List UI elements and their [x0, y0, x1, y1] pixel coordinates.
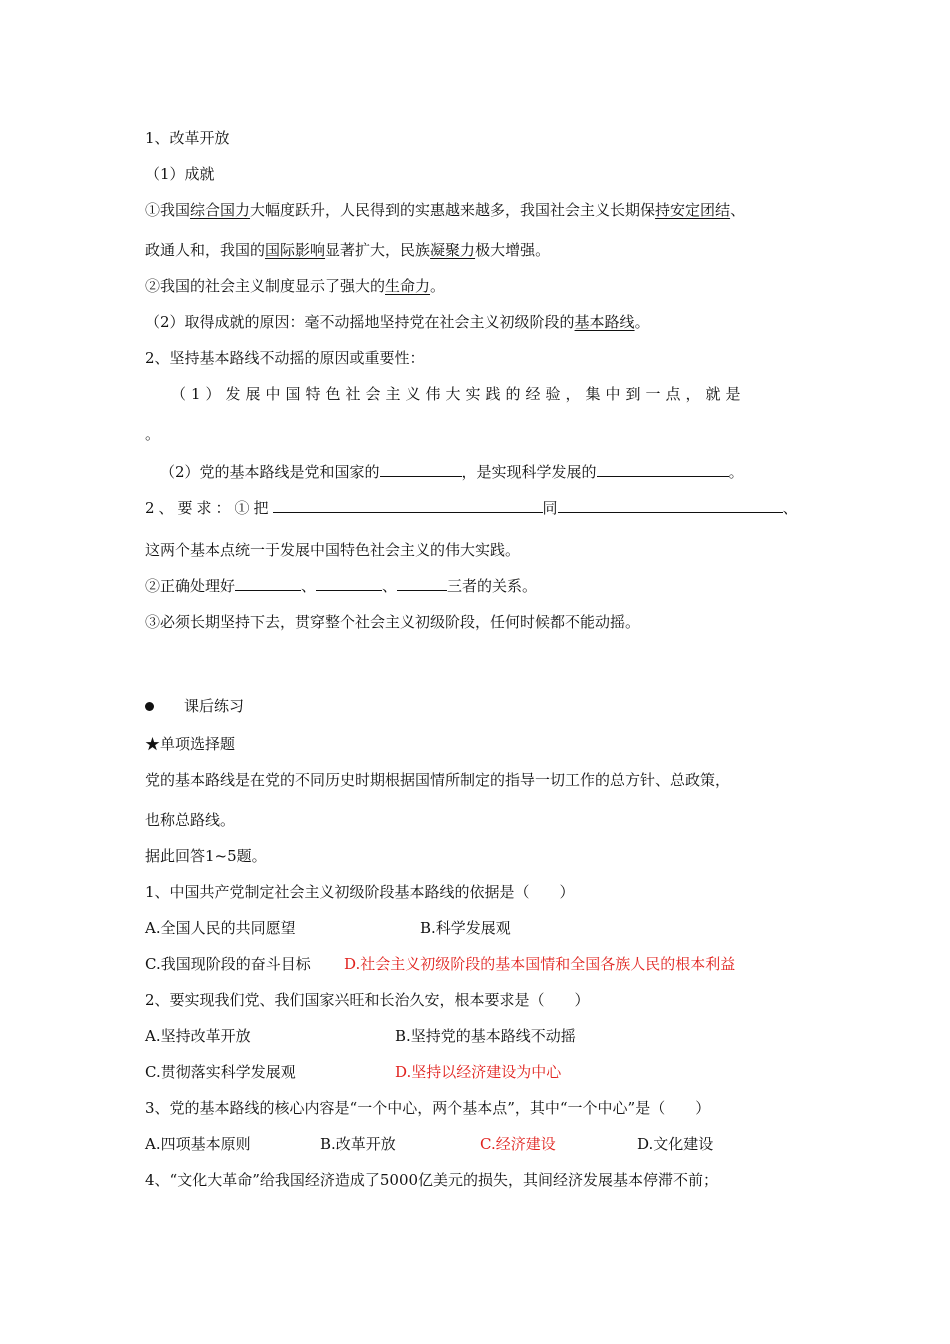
option-1c[interactable]: C.我国现阶段的奋斗目标 [145, 955, 311, 973]
paragraph-achievement-2: ②我国的社会主义制度显示了强大的生命力。 [145, 277, 446, 295]
blank-field[interactable] [597, 462, 729, 477]
blank-field[interactable] [273, 498, 543, 513]
question-basic-line-role: （2）党的基本路线是党和国家的 ，是实现科学发展的 。 [160, 463, 744, 481]
exercise-intro: 党的基本路线是在党的不同历史时期根据国情所制定的指导一切工作的总方针、总政策， [145, 771, 731, 789]
section-title-basic-line: 2、坚持基本路线不动摇的原因或重要性： [145, 349, 425, 367]
exercise-heading: 课后练习 [145, 696, 244, 716]
requirement-1: 2、要求：①把 同 、 [145, 499, 798, 517]
question-type-label: ★单项选择题 [145, 735, 236, 753]
option-3c-answer[interactable]: C.经济建设 [480, 1135, 556, 1153]
exercise-intro-cont: 也称总路线。 [145, 811, 236, 829]
paragraph-reason: （2）取得成就的原因：毫不动摇地坚持党在社会主义初级阶段的基本路线。 [145, 313, 650, 331]
option-2d-answer[interactable]: D.坚持以经济建设为中心 [395, 1063, 562, 1081]
bullet-icon [145, 702, 154, 711]
exercise-instruction: 据此回答1~5题。 [145, 847, 267, 865]
question-experience: （1）发展中国特色社会主义伟大实践的经验，集中到一点，就是 [171, 385, 746, 403]
blank-field[interactable] [235, 576, 301, 591]
blank-field[interactable] [397, 576, 447, 591]
question-2: 2、要实现我们党、我们国家兴旺和长治久安，根本要求是（ ） [145, 991, 590, 1009]
requirement-1-cont: 这两个基本点统一于发展中国特色社会主义的伟大实践。 [145, 541, 521, 559]
blank-field[interactable] [558, 498, 783, 513]
option-2b[interactable]: B.坚持党的基本路线不动摇 [395, 1027, 576, 1045]
option-3d[interactable]: D.文化建设 [637, 1135, 714, 1153]
option-3b[interactable]: B.改革开放 [320, 1135, 396, 1153]
question-3: 3、党的基本路线的核心内容是“一个中心，两个基本点”，其中“一个中心”是（ ） [145, 1099, 711, 1117]
paragraph-achievement-1: ①我国综合国力大幅度跃升，人民得到的实惠越来越多，我国社会主义长期保持安定团结、 [145, 201, 746, 219]
paragraph-achievement-1-cont: 政通人和，我国的国际影响显著扩大，民族凝聚力极大增强。 [145, 241, 551, 259]
requirement-3: ③必须长期坚持下去，贯穿整个社会主义初级阶段，任何时候都不能动摇。 [145, 613, 641, 631]
option-1d-answer[interactable]: D.社会主义初级阶段的基本国情和全国各族人民的根本利益 [344, 955, 736, 973]
question-4: 4、“文化大革命”给我国经济造成了5000亿美元的损失，其间经济发展基本停滞不前； [145, 1171, 719, 1189]
option-2c[interactable]: C.贯彻落实科学发展观 [145, 1063, 296, 1081]
question-1: 1、中国共产党制定社会主义初级阶段基本路线的依据是（ ） [145, 883, 575, 901]
blank-field[interactable] [316, 576, 382, 591]
subheading-achievements: （1）成就 [145, 165, 215, 183]
option-1b[interactable]: B.科学发展观 [420, 919, 511, 937]
section-title-reform: 1、改革开放 [145, 129, 230, 147]
option-3a[interactable]: A.四项基本原则 [145, 1135, 251, 1153]
option-1a[interactable]: A.全国人民的共同愿望 [145, 919, 296, 937]
requirement-2: ②正确处理好 、 、 三者的关系。 [145, 577, 538, 595]
question-experience-end: 。 [145, 425, 161, 443]
option-2a[interactable]: A.坚持改革开放 [145, 1027, 251, 1045]
blank-field[interactable] [380, 462, 462, 477]
